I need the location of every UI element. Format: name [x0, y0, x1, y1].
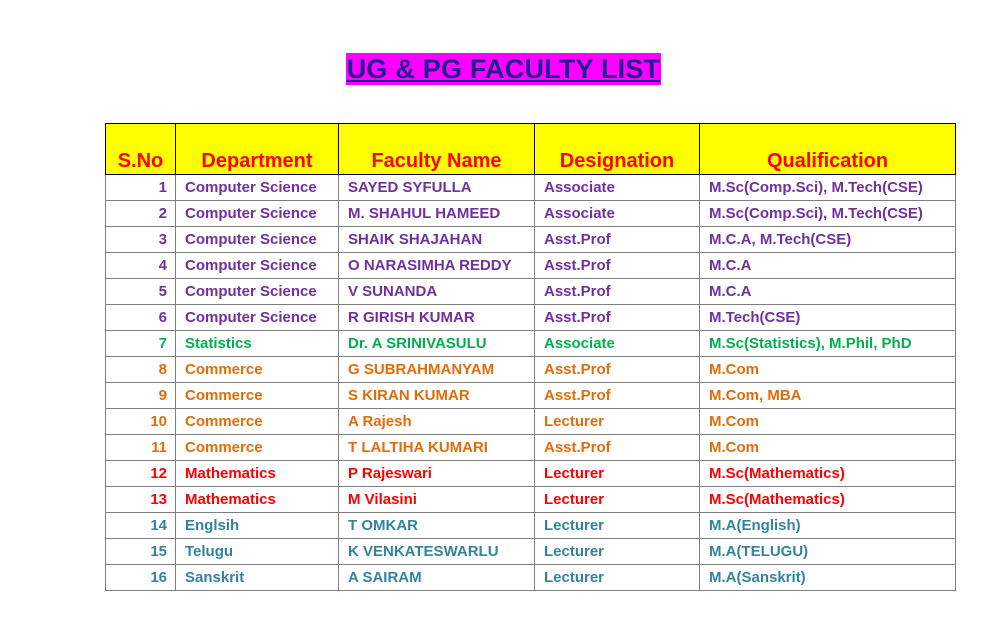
- cell-qualification: M.Tech(CSE): [700, 305, 956, 331]
- cell-department: Computer Science: [176, 253, 339, 279]
- cell-qualification: M.Com: [700, 435, 956, 461]
- cell-designation: Lecturer: [535, 461, 700, 487]
- cell-faculty-name: V SUNANDA: [339, 279, 535, 305]
- cell-faculty-name: A SAIRAM: [339, 565, 535, 591]
- table-row: [106, 201, 956, 227]
- cell-qualification: M.Com: [700, 409, 956, 435]
- table-row: [106, 253, 956, 279]
- cell-qualification: M.Com: [700, 357, 956, 383]
- cell-department: Statistics: [176, 331, 339, 357]
- header-sno: S.No: [106, 124, 176, 175]
- table-row: [106, 331, 956, 357]
- cell-designation: Asst.Prof: [535, 279, 700, 305]
- table-row: [106, 279, 956, 305]
- cell-sno: 9: [106, 383, 176, 409]
- cell-department: Commerce: [176, 383, 339, 409]
- cell-designation: Asst.Prof: [535, 435, 700, 461]
- cell-sno: 13: [106, 487, 176, 513]
- cell-sno: 10: [106, 409, 176, 435]
- cell-designation: Associate: [535, 201, 700, 227]
- cell-sno: 2: [106, 201, 176, 227]
- cell-faculty-name: SHAIK SHAJAHAN: [339, 227, 535, 253]
- cell-faculty-name: T LALTIHA KUMARI: [339, 435, 535, 461]
- cell-faculty-name: G SUBRAHMANYAM: [339, 357, 535, 383]
- table-row: [106, 435, 956, 461]
- cell-department: Commerce: [176, 357, 339, 383]
- cell-department: Computer Science: [176, 305, 339, 331]
- cell-faculty-name: P Rajeswari: [339, 461, 535, 487]
- cell-sno: 4: [106, 253, 176, 279]
- cell-faculty-name: Dr. A SRINIVASULU: [339, 331, 535, 357]
- cell-department: Telugu: [176, 539, 339, 565]
- cell-sno: 12: [106, 461, 176, 487]
- cell-qualification: M.Com, MBA: [700, 383, 956, 409]
- header-faculty-name: Faculty Name: [339, 124, 535, 175]
- cell-qualification: M.Sc(Mathematics): [700, 487, 956, 513]
- header-qualification: Qualification: [700, 124, 956, 175]
- table-row: [106, 487, 956, 513]
- cell-faculty-name: M Vilasini: [339, 487, 535, 513]
- cell-department: Mathematics: [176, 487, 339, 513]
- cell-qualification: M.Sc(Mathematics): [700, 461, 956, 487]
- cell-department: Sanskrit: [176, 565, 339, 591]
- cell-designation: Lecturer: [535, 409, 700, 435]
- page-title: UG & PG FACULTY LIST: [346, 54, 661, 84]
- cell-faculty-name: S KIRAN KUMAR: [339, 383, 535, 409]
- table-row: [106, 513, 956, 539]
- cell-sno: 16: [106, 565, 176, 591]
- cell-designation: Lecturer: [535, 565, 700, 591]
- cell-department: Computer Science: [176, 279, 339, 305]
- cell-faculty-name: M. SHAHUL HAMEED: [339, 201, 535, 227]
- cell-designation: Asst.Prof: [535, 305, 700, 331]
- cell-designation: Associate: [535, 331, 700, 357]
- cell-designation: Associate: [535, 175, 700, 201]
- table-row: [106, 383, 956, 409]
- cell-qualification: M.C.A, M.Tech(CSE): [700, 227, 956, 253]
- cell-qualification: M.C.A: [700, 253, 956, 279]
- cell-qualification: M.Sc(Comp.Sci), M.Tech(CSE): [700, 201, 956, 227]
- table-row: [106, 305, 956, 331]
- cell-designation: Asst.Prof: [535, 383, 700, 409]
- cell-faculty-name: O NARASIMHA REDDY: [339, 253, 535, 279]
- cell-qualification: M.Sc(Statistics), M.Phil, PhD: [700, 331, 956, 357]
- cell-sno: 3: [106, 227, 176, 253]
- cell-sno: 8: [106, 357, 176, 383]
- cell-department: Englsih: [176, 513, 339, 539]
- table-row: [106, 565, 956, 591]
- cell-designation: Lecturer: [535, 539, 700, 565]
- header-department: Department: [176, 124, 339, 175]
- cell-designation: Asst.Prof: [535, 227, 700, 253]
- cell-sno: 7: [106, 331, 176, 357]
- cell-qualification: M.C.A: [700, 279, 956, 305]
- cell-designation: Lecturer: [535, 487, 700, 513]
- cell-sno: 1: [106, 175, 176, 201]
- cell-sno: 5: [106, 279, 176, 305]
- cell-department: Computer Science: [176, 175, 339, 201]
- cell-faculty-name: SAYED SYFULLA: [339, 175, 535, 201]
- cell-department: Computer Science: [176, 201, 339, 227]
- cell-qualification: M.A(Sanskrit): [700, 565, 956, 591]
- cell-designation: Asst.Prof: [535, 357, 700, 383]
- table-row: [106, 227, 956, 253]
- title-container: [0, 53, 1007, 85]
- cell-sno: 15: [106, 539, 176, 565]
- cell-sno: 11: [106, 435, 176, 461]
- cell-faculty-name: A Rajesh: [339, 409, 535, 435]
- cell-department: Commerce: [176, 435, 339, 461]
- cell-qualification: M.A(TELUGU): [700, 539, 956, 565]
- cell-faculty-name: R GIRISH KUMAR: [339, 305, 535, 331]
- cell-department: Computer Science: [176, 227, 339, 253]
- header-designation: Designation: [535, 124, 700, 175]
- table-row: [106, 539, 956, 565]
- cell-qualification: M.A(English): [700, 513, 956, 539]
- cell-sno: 6: [106, 305, 176, 331]
- cell-department: Mathematics: [176, 461, 339, 487]
- cell-faculty-name: T OMKAR: [339, 513, 535, 539]
- cell-qualification: M.Sc(Comp.Sci), M.Tech(CSE): [700, 175, 956, 201]
- table-row: [106, 409, 956, 435]
- cell-sno: 14: [106, 513, 176, 539]
- table-header-row: [106, 124, 956, 175]
- table-row: [106, 357, 956, 383]
- table-body: [106, 175, 956, 591]
- cell-department: Commerce: [176, 409, 339, 435]
- table-row: [106, 461, 956, 487]
- cell-designation: Lecturer: [535, 513, 700, 539]
- table-row: [106, 175, 956, 201]
- cell-faculty-name: K VENKATESWARLU: [339, 539, 535, 565]
- cell-designation: Asst.Prof: [535, 253, 700, 279]
- faculty-table: [105, 123, 956, 591]
